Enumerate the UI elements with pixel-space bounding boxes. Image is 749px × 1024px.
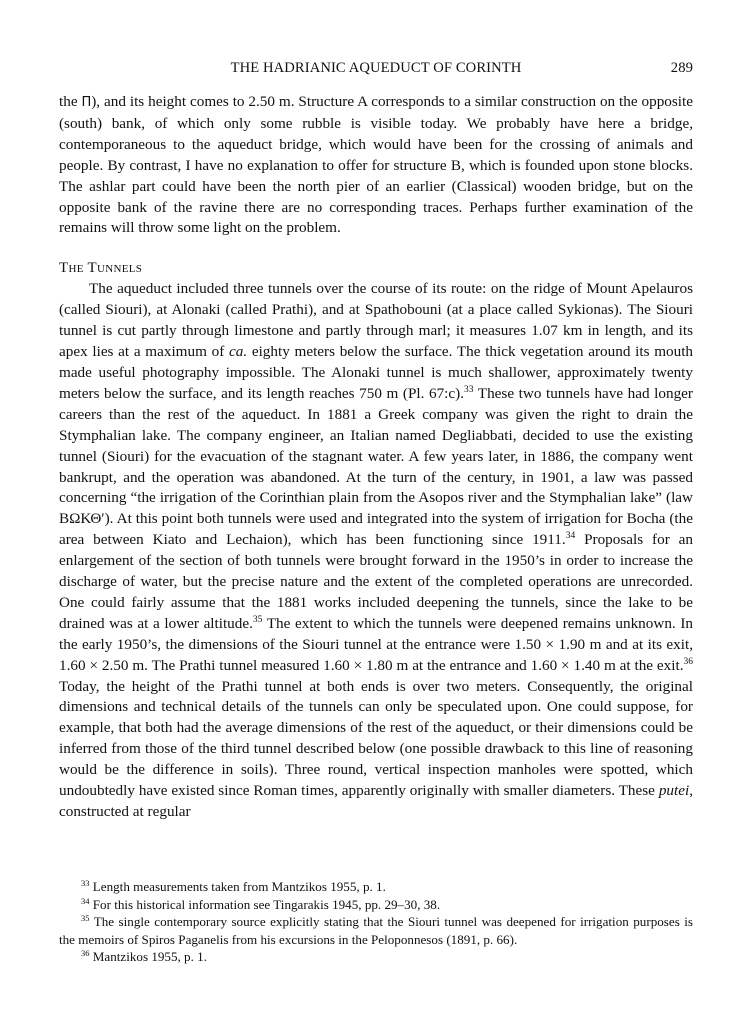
footnote-number: 36 [81,948,90,958]
paragraph-text: The extent to which the tunnels were deepened remains unknown. In the early 1950’s, the dimensions of the Siouri tunnel at the entrance were 1.50 × 1.90 m and at its exit, 1.60 × 2.50 m. The Prathi tunnel measured 1.60 × 1.80 m at the entrance and 1.60 × 1.40 m at the exit. [59,614,693,674]
running-head-title: THE HADRIANIC AQUEDUCT OF CORINTH [230,60,522,76]
footnote-number: 33 [81,878,90,888]
paragraph-tunnels [59,279,693,823]
footnote-ref-36[interactable]: 36 [683,656,693,667]
running-head [59,60,693,80]
pi-letter: Π [81,95,92,110]
footnote-34 [59,896,693,914]
paragraph-text: Proposals for an enlargement of the section of both tunnels were brought forward in the 1950’s in order to increase the discharge of water, but the precise nature and the extent of the completed operations are unrecorded. One could fairly assume that the 1881 works included deepening the tunnels, since the lake to be drained was at a lower altitude. [59,531,693,632]
italic-term: putei [658,782,690,800]
footnotes [59,878,693,966]
footnote-text: Mantzikos 1955, p. 1. [89,949,207,964]
paragraph-text: ), and its height comes to 2.50 m. Structure A corresponds to a similar construction on the opposite (south) bank, of which only some rubble is visible today. We probably have here a bridge, contemporaneous to the aqueduct bridge, which would have been for the crossing of animals and people. By contrast, I have no explanation to offer for structure B, which is founded upon stone blocks. The ashlar part could have been the north pier of an earlier (Classical) wooden bridge, but on the opposite bank of the ravine there are no corresponding traces. Perhaps further examination of the remains will throw some light on the problem. [59,93,693,237]
paragraph-text: eighty meters below the surface. The thick vegetation around its mouth made useful photography impossible. The Alonaki tunnel is much shallower, approximately twenty meters below the surface, and its length reaches 750 m (Pl. 67:c). [59,343,694,402]
footnote-ref-34[interactable]: 34 [565,531,576,542]
footnote-35 [59,913,693,948]
footnote-ref-33[interactable]: 33 [464,384,474,395]
footnote-33 [59,878,693,896]
page-number: 289 [670,60,693,76]
paragraph-text: , constructed at regular [59,782,693,820]
footnote-ref-35[interactable]: 35 [252,614,263,625]
paragraph-continued [59,92,693,239]
footnote-text: For this historical information see Tingarakis 1945, pp. 29–30, 38. [89,896,441,912]
paragraph-text: These two tunnels have had longer careers than the rest of the aqueduct. In 1881 a Greek company was given the right to drain the Stymphalian lake. The company engineer, an Italian named Degliabbati, decided to use the existing tunnel (Siouri) for the evacuation of the stagnant water. A few years later, in 1886, the company went bankrupt, and the operation was abandoned. At the turn of the century, in 1901, a law was passed concerning “the irrigation of the Corinthian plain from the Asopos river and the Stymphalian lake” (law ΒΩΚΘ′). At this point both tunnels were used and integrated into the system of irrigation for Bocha (the area between Kiato and Lechaion), which has been functioning since 1911. [59,384,693,549]
footnote-text: The single contemporary source explicitly stating that the Siouri tunnel was deepened for irrigation purposes is the memoirs of Spiros Paganelis from his excursions in the Peloponnesos (1891, p. 66). [59,914,693,947]
journal-page [59,0,693,1024]
footnote-text: Length measurements taken from Mantzikos 1955, p. 1. [89,879,386,894]
footnote-36 [59,948,693,966]
paragraph-text: The aqueduct included three tunnels over the course of its route: on the ridge of Mount Apelauros (called Siouri), at Alonaki (called Prathi), and at Spathobouni (at a place called Sykionas). The Siouri tunnel is cut partly through limestone and partly through marl; it measures 1.07 km in length, and its apex lies at a maximum of [59,280,693,361]
section-heading-tunnels: The Tunnels [59,260,143,277]
paragraph-text: Today, the height of the Prathi tunnel at both ends is over two meters. Consequently, the original dimensions and technical details of the tunnels can only be speculated upon. One could suppose, for example, that both had the average dimensions of the rest of the aqueduct, or their dimensions could be inferred from those of the third tunnel described below (one possible drawback to this line of reasoning would be the difference in soils). Three round, vertical inspection manholes were spotted, which undoubtedly have existed since Roman times, apparently originally with smaller diameters. These [59,677,693,800]
body-text [59,92,693,823]
paragraph-text: the [59,93,82,110]
footnote-number: 34 [81,895,90,906]
footnote-number: 35 [81,913,90,923]
italic-term: ca. [228,343,248,361]
